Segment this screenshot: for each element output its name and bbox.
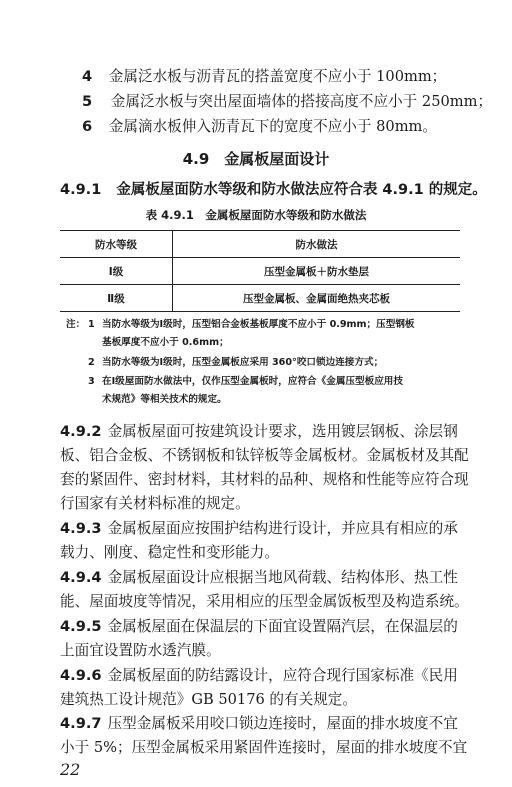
note-text: 基板厚度不应小于 0.6mm； xyxy=(102,337,229,348)
page-number: 22 xyxy=(60,760,81,779)
body-text: 金属板屋面在保温层的下面宜设置隔汽层，在保温层的 xyxy=(107,618,458,635)
body-text: 金属板屋面的防结露设计，应符合现行国家标准《民用 xyxy=(107,667,458,684)
body-line xyxy=(60,617,458,637)
note-index: 1 xyxy=(88,319,95,330)
clause-number: 4.9.3 xyxy=(60,520,102,537)
body-line xyxy=(60,738,467,758)
note-label: 注： xyxy=(66,319,86,330)
clause-number: 4.9.1 xyxy=(60,182,102,198)
table-cell: 压型金属板、金属面绝热夹芯板 xyxy=(173,285,461,312)
body-line xyxy=(60,714,458,734)
list-item-6 xyxy=(82,117,437,137)
list-item-4 xyxy=(82,67,446,87)
note-line xyxy=(88,355,383,370)
item-text: 金属滴水板伸入沥青瓦下的宽度不应小于 80mm。 xyxy=(108,118,437,135)
clause-text: 金属板屋面防水等级和防水做法应符合表 4.9.1 的规定。 xyxy=(116,182,487,198)
body-line xyxy=(60,641,221,661)
table-cell: Ⅱ级 xyxy=(60,285,173,312)
body-text: 能、屋面坡度等情况，采用相应的压型金属饭板型及构造系统。 xyxy=(60,593,469,610)
item-text: 金属泛水板与沥青瓦的搭盖宽度不应小于 100mm； xyxy=(108,68,447,85)
table-header-cell: 防水做法 xyxy=(173,231,461,258)
body-text: 建筑热工设计规范》GB 50176 的有关规定。 xyxy=(60,691,357,708)
body-line xyxy=(60,592,469,612)
list-item-5 xyxy=(82,92,492,112)
table-header-cell: 防水等级 xyxy=(60,231,173,258)
clause-4-9-1 xyxy=(60,178,487,199)
note-text: 当防水等级为Ⅰ级时，压型金属板应采用 360°咬口锁边连接方式； xyxy=(102,357,384,368)
body-line xyxy=(60,446,469,466)
body-text: 金属板屋面可按建筑设计要求，选用镀层钢板、涂层钢 xyxy=(107,423,458,440)
note-line xyxy=(88,317,415,332)
body-text: 行国家有关材料标准的规定。 xyxy=(60,495,250,512)
clause-number: 4.9.5 xyxy=(60,618,102,635)
note-text: 在Ⅰ级屋面防水做法中，仅作压型金属板时，应符合《金属压型板应用技 xyxy=(102,376,403,387)
clause-number: 4.9.4 xyxy=(60,569,102,586)
item-number: 4 xyxy=(82,68,93,85)
body-line xyxy=(60,666,458,686)
note-index: 3 xyxy=(88,376,95,387)
body-text: 载力、刚度、稳定性和变形能力。 xyxy=(60,544,279,561)
body-line xyxy=(60,422,458,442)
table-row xyxy=(60,285,460,312)
item-number: 6 xyxy=(82,118,93,135)
note-text: 术规范》等相关技术的规定。 xyxy=(102,394,227,405)
body-text: 小于 5%；压型金属板采用紧固件连接时，屋面的排水坡度不宜 xyxy=(60,739,468,756)
table-cell: 压型金属板＋防水垫层 xyxy=(173,258,461,285)
body-line xyxy=(60,568,458,588)
waterproof-table xyxy=(60,230,460,312)
table-row xyxy=(60,258,460,285)
body-line xyxy=(60,519,458,539)
clause-number: 4.9.6 xyxy=(60,667,102,684)
note-line xyxy=(88,374,403,389)
section-title: 4.9 金属板屋面设计 xyxy=(182,150,330,168)
table-cell: Ⅰ级 xyxy=(60,258,173,285)
item-text: 金属泛水板与突出屋面墙体的搭接高度不应小于 250mm； xyxy=(110,93,493,110)
body-text: 金属板屋面应按围护结构进行设计，并应具有相应的承 xyxy=(107,520,458,537)
body-text: 压型金属板采用咬口锁边连接时，屋面的排水坡度不宜 xyxy=(107,715,458,732)
note-text: 当防水等级为Ⅰ级时，压型铝合金板基板厚度不应小于 0.9mm；压型钢板 xyxy=(102,319,415,330)
body-line xyxy=(60,690,357,710)
body-text: 板、铝合金板、不锈钢板和钛锌板等金属板材。金属板材及其配 xyxy=(60,447,469,464)
clause-number: 4.9.7 xyxy=(60,715,102,732)
table-title: 表 4.9.1 金属板屋面防水等级和防水做法 xyxy=(145,208,367,222)
note-line xyxy=(88,392,227,407)
clause-number: 4.9.2 xyxy=(60,423,102,440)
body-text: 金属板屋面设计应根据当地风荷载、结构体形、热工性 xyxy=(107,569,458,586)
body-text: 套的紧固件、密封材料，其材料的品种、规格和性能等应符合现 xyxy=(60,471,469,488)
table-header-row xyxy=(60,231,460,258)
body-text: 上面宜设置防水透汽膜。 xyxy=(60,642,221,659)
body-line xyxy=(60,543,279,563)
item-number: 5 xyxy=(82,93,93,110)
note-line xyxy=(88,335,229,350)
note-index: 2 xyxy=(88,357,95,368)
body-line xyxy=(60,470,469,490)
body-line xyxy=(60,494,250,514)
